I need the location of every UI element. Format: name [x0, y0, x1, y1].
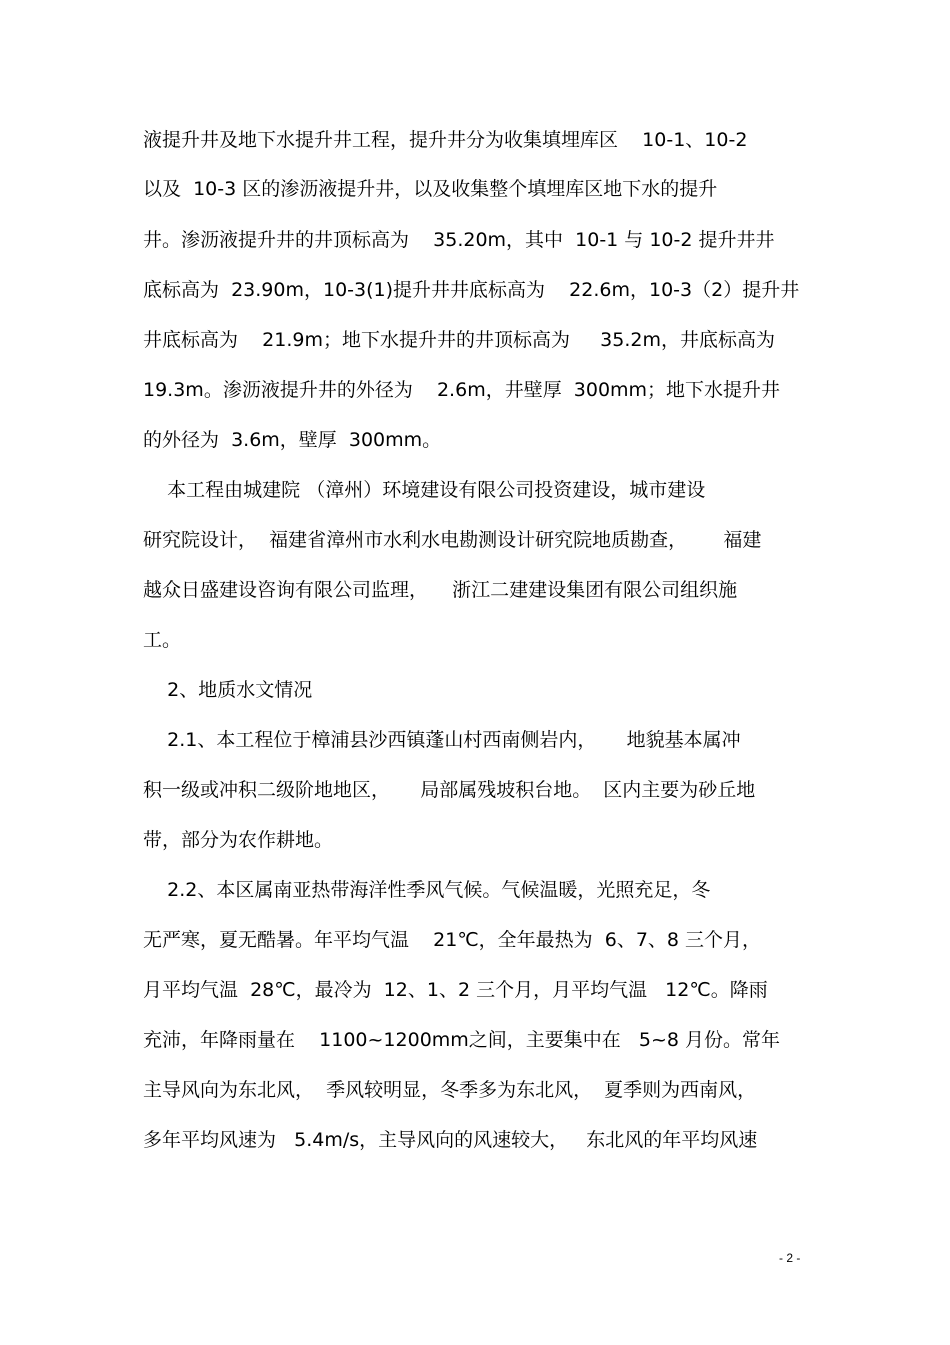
body-text-line: 无严寒，夏无酷暑。年平均气温 21℃，全年最热为 6、7、8 三个月，: [143, 929, 762, 951]
body-text-line: 井底标高为 21.9m；地下水提升井的井顶标高为 35.2m，井底标高为: [143, 329, 775, 351]
body-text-line: 研究院设计， 福建省漳州市水利水电勘测设计研究院地质勘查， 福建: [143, 529, 762, 551]
body-text-line: 底标高为 23.90m，10-3(1)提升井井底标高为 22.6m，10-3（2）提升井: [143, 279, 800, 301]
body-text-line: 多年平均风速为 5.4m/s，主导风向的风速较大， 东北风的年平均风速: [143, 1129, 758, 1151]
body-text-line: 月平均气温 28℃，最冷为 12、1、2 三个月，月平均气温 12℃。降雨: [143, 979, 768, 1001]
body-text-line: 主导风向为东北风， 季风较明显，冬季多为东北风， 夏季则为西南风，: [143, 1079, 757, 1101]
body-text-line: 本工程由城建院 （漳州）环境建设有限公司投资建设，城市建设: [143, 479, 706, 501]
body-text-line: 越众日盛建设咨询有限公司监理， 浙江二建建设集团有限公司组织施: [143, 579, 738, 601]
body-text-line: 井。渗沥液提升井的井顶标高为 35.20m，其中 10-1 与 10-2 提升井井: [143, 229, 775, 251]
body-text-line: 以及 10-3 区的渗沥液提升井，以及收集整个填埋库区地下水的提升: [143, 178, 718, 200]
body-text-line: 的外径为 3.6m，壁厚 300mm。: [143, 429, 442, 451]
page-number: - 2 -: [779, 1251, 801, 1265]
section-heading: 2、地质水文情况: [143, 679, 313, 701]
body-text-line: 2.1、本工程位于樟浦县沙西镇蓬山村西南侧岩内， 地貌基本属冲: [143, 729, 741, 751]
body-text-line: 19.3m。渗沥液提升井的外径为 2.6m，井壁厚 300mm；地下水提升井: [143, 379, 781, 401]
body-text-line: 带，部分为农作耕地。: [143, 829, 334, 851]
body-text-line: 2.2、本区属南亚热带海洋性季风气候。气候温暖，光照充足，冬: [143, 879, 711, 901]
body-text-line: 积一级或冲积二级阶地地区， 局部属残坡积台地。 区内主要为砂丘地: [143, 779, 756, 801]
body-text-line: 充沛，年降雨量在 1100~1200mm之间，主要集中在 5~8 月份。常年: [143, 1029, 781, 1051]
body-text-line: 液提升井及地下水提升井工程，提升井分为收集填埋库区 10-1、10-2: [143, 129, 748, 151]
body-text-line: 工。: [143, 629, 182, 651]
